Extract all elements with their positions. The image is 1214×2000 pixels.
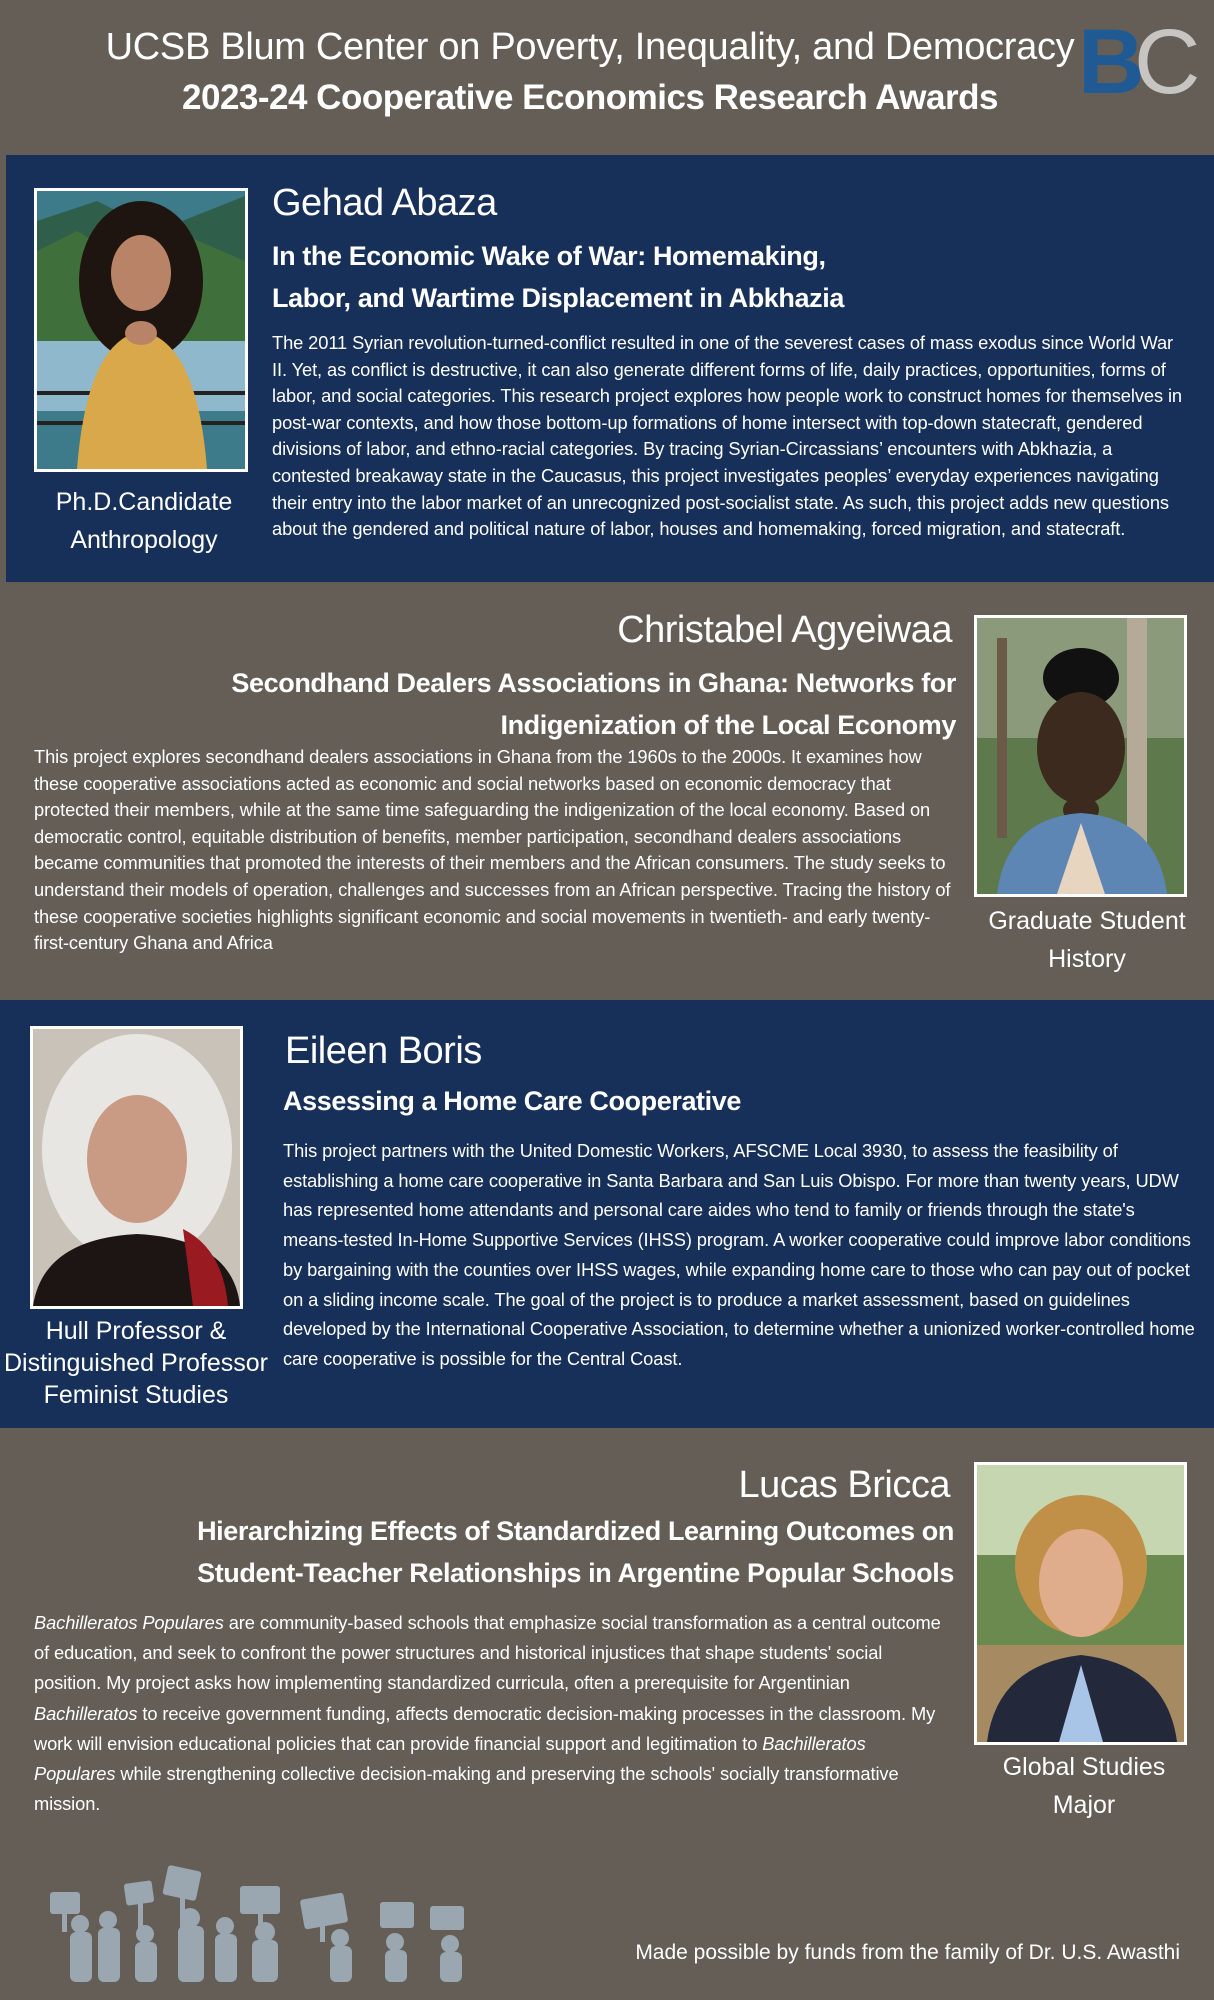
role-department: Major (1052, 1791, 1116, 1819)
role-line: Distinguished Professor (3, 1349, 268, 1377)
blum-center-logo (1078, 11, 1201, 113)
project-title (272, 235, 1172, 319)
portrait-bricca-image (977, 1465, 1184, 1742)
role-line: Global Studies (1002, 1753, 1166, 1781)
portrait-boris-image (33, 1029, 240, 1306)
role-boris (0, 1315, 272, 1411)
project-description: This project partners with the United Domestic Workers, AFSCME Local 3930, to assess the feasibility of establishing a home care cooperative in Santa Barbara and San Luis Obispo. For more than twenty years, UDW has represented home attendants and personal care aides who tend to family or friends through the state's means-tested In-Home Supportive Services (IHSS) program. A worker cooperative could improve labor conditions by bargaining with the counties over IHSS wages, while expanding home care to those who can pay out of pocket on a sliding income scale. The goal of the project is to produce a market assessment, based on guidelines developed by the International Cooperative Association, to determine whether a unionized worker-controlled home care cooperative is possible for the Central Coast. (283, 1140, 1195, 1369)
project-title-line: Labor, and Wartime Displacement in Abkhazia (272, 283, 844, 313)
portrait-agyeiwaa-image (977, 618, 1184, 894)
project-title (283, 1080, 1183, 1122)
italic-term: Bachilleratos (34, 1702, 138, 1724)
awardee-name: Lucas Bricca (738, 1464, 950, 1506)
role-agyeiwaa (967, 902, 1207, 978)
role-department: History (1048, 945, 1126, 973)
portrait-bricca (974, 1462, 1187, 1745)
project-title (54, 1510, 954, 1594)
description-text: while strengthening collective decision-making and preserving the schools' socially transformative mission. (34, 1763, 899, 1815)
project-title-line: In the Economic Wake of War: Homemaking, (272, 241, 826, 271)
description-text: to receive government funding, affects democratic decision-making processes in the classroom. My work will envision educational policies that can provide financial support and legitimation to (34, 1702, 936, 1754)
project-description: The 2011 Syrian revolution-turned-conflict resulted in one of the severest cases of mass exodus since World War II. Yet, as conflict is destructive, it can also generate different forms of life, daily practices, opportunities, forms of labor, and social categories. This research project explores how people work to construct homes for themselves in post-war contexts, and how those bottom-up formations of home intersect with top-down statecraft, gendered divisions of labor, and ethno-racial categories. By tracing Syrian-Circassians’ encounters with Abkhazia, a contested breakaway state in the Caucasus, this project investigates peoples’ everyday experiences navigating their entry into the labor market of an unrecognized post-socialist state. As such, this project adds new questions about the gendered and political nature of labor, houses and homemaking, forced migration, and statecraft. (272, 332, 1182, 540)
project-title-line: Hierarchizing Effects of Standardized Learning Outcomes on (197, 1516, 954, 1546)
role-department: Feminist Studies (43, 1381, 229, 1409)
project-title (56, 662, 956, 746)
project-title-line: Indigenization of the Local Economy (500, 710, 956, 740)
awards-title: 2023-24 Cooperative Economics Research Awards (182, 78, 998, 117)
funding-credit: Made possible by funds from the family of Dr. U.S. Awasthi (635, 1941, 1180, 1964)
portrait-abaza-image (37, 191, 245, 469)
project-title-line: Secondhand Dealers Associations in Ghana: Networks for (231, 668, 956, 698)
role-line: Ph.D.Candidate (55, 488, 233, 516)
role-line: Hull Professor & (45, 1317, 227, 1345)
protest-crowd-illustration (40, 1862, 490, 1982)
logo-letter-b: B (1078, 11, 1145, 113)
awardee-name: Christabel Agyeiwaa (617, 609, 952, 651)
awardee-name: Gehad Abaza (272, 182, 497, 224)
project-title-line: Student-Teacher Relationships in Argentine Popular Schools (197, 1558, 954, 1588)
portrait-abaza (34, 188, 248, 472)
description-text: are community-based schools that emphasize social transformation as a central outcome of education, and seek to confront the power structures and historical injustices that shape students' social position. My project asks how implementing standardized curricula, often a prerequisite for Argentinian (34, 1612, 941, 1694)
role-abaza (24, 483, 264, 559)
awardee-section-abaza (6, 155, 1214, 582)
role-bricca (964, 1748, 1204, 1824)
awardee-section-bricca (0, 1428, 1214, 1858)
italic-term: Bachilleratos Populares (34, 1612, 224, 1633)
project-description (34, 1608, 949, 1819)
project-title-line: Assessing a Home Care Cooperative (283, 1086, 741, 1116)
awardee-name: Eileen Boris (285, 1030, 482, 1072)
awardee-section-boris (0, 1000, 1214, 1428)
portrait-boris (30, 1026, 243, 1309)
page-header (0, 0, 1214, 155)
portrait-agyeiwaa (974, 615, 1187, 897)
role-department: Anthropology (70, 526, 218, 554)
italic-term: Bachilleratos Populares (34, 1732, 866, 1785)
awardee-section-agyeiwaa (0, 582, 1214, 1000)
project-description: This project explores secondhand dealers associations in Ghana from the 1960s to the 2000s. It examines how these cooperative associations acted as economic and social networks based on economic democracy that protected their members, while at the same time safeguarding the indigenization of the local economy. Based on democratic control, equitable distribution of benefits, member participation, secondhand dealers associations became communities that promoted the interests of their members and the African consumers. The study seeks to understand their models of operation, challenges and successes from an African perspective. Tracing the history of these cooperative societies highlights significant economic and social movements in twentieth- and early twenty-first-century Ghana and Africa (34, 746, 951, 954)
center-name: UCSB Blum Center on Poverty, Inequality, and Democracy (105, 26, 1075, 68)
logo-letter-c: C (1134, 11, 1201, 113)
role-line: Graduate Student (988, 907, 1186, 935)
